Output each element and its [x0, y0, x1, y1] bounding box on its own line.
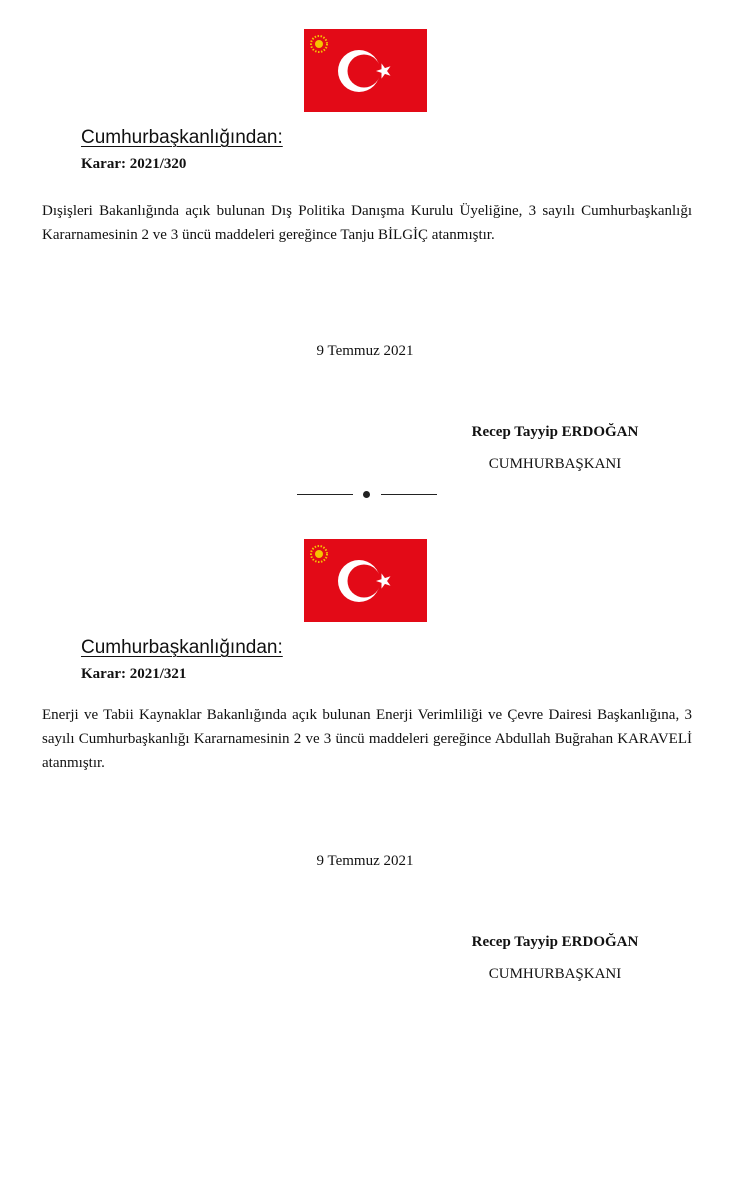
signer-office: CUMHURBAŞKANI — [488, 966, 622, 982]
signer-name: Recep Tayyip ERDOĞAN — [471, 424, 639, 440]
signer-office: CUMHURBAŞKANI — [488, 456, 622, 472]
decision-date: 9 Temmuz 2021 — [316, 853, 414, 869]
crescent-star-icon — [304, 539, 427, 622]
decision-number: Karar: 2021/320 — [81, 156, 187, 172]
decision-body: Enerji ve Tabii Kaynaklar Bakanlığında açık bulunan Enerji Verimliliği ve Çevre Dairesi Başkanlığına, 3 sayılı Cumhurbaşkanlığı Kararnamesinin 2 ve 3 üncü maddeleri gereğince Abdullah Buğrahan KARAVELİ atanmıştır. — [42, 707, 692, 771]
presidential-flag-logo — [304, 539, 427, 622]
section-heading: Cumhurbaşkanlığından: — [81, 127, 283, 148]
decision-date: 9 Temmuz 2021 — [316, 343, 414, 359]
section-heading: Cumhurbaşkanlığından: — [81, 637, 283, 658]
bullet-separator-icon — [363, 491, 370, 498]
separator-line — [381, 494, 437, 495]
separator-line — [297, 494, 353, 495]
presidential-flag-logo — [304, 29, 427, 112]
section-separator — [297, 489, 437, 501]
decision-body: Dışişleri Bakanlığında açık bulunan Dış Politika Danışma Kurulu Üyeliğine, 3 sayılı Cumhurbaşkanlığı Kararnamesinin 2 ve 3 üncü maddeleri gereğince Tanju BİLGİÇ atanmıştır. — [42, 203, 692, 243]
decision-number: Karar: 2021/321 — [81, 666, 187, 682]
crescent-star-icon — [304, 29, 427, 112]
signer-name: Recep Tayyip ERDOĞAN — [471, 934, 639, 950]
